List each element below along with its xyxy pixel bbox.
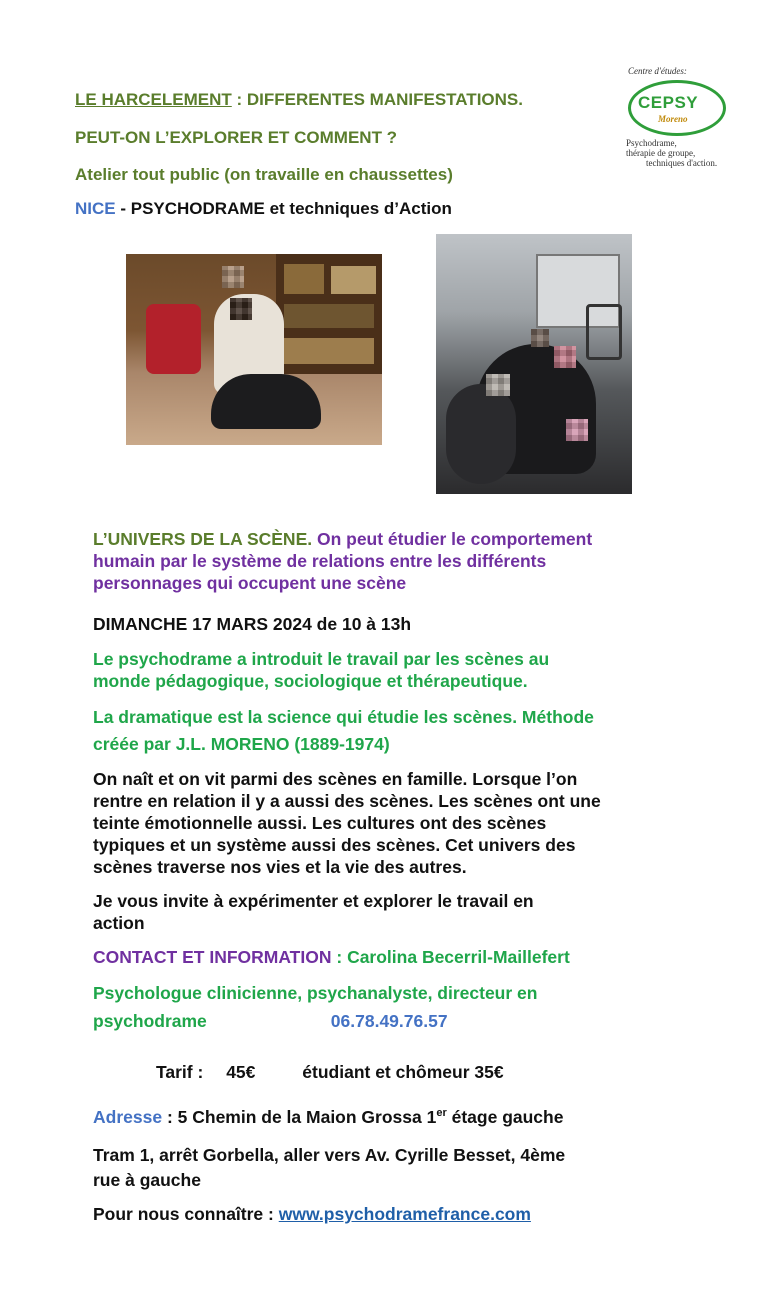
paragraph-psychodrame: Le psychodrame a introduit le travail par les scènes au monde pédagogique, sociologique et thérapeutique.	[93, 649, 550, 691]
website-line: Pour nous connaître : www.psychodramefrance.com	[93, 1204, 531, 1224]
contact-line: CONTACT ET INFORMATION : Carolina Becerril-Maillefert	[93, 947, 570, 967]
city: NICE	[75, 199, 116, 218]
phone-number: 06.78.49.76.57	[330, 1011, 448, 1031]
cepsy-logo	[620, 66, 750, 176]
page-title: LE HARCELEMENT : DIFFERENTES MANIFESTATIONS.	[75, 90, 523, 109]
contact-role: Psychologue clinicienne, psychanalyste, directeur en psychodrame 06.78.49.76.57	[93, 983, 538, 1031]
contact-name: Carolina Becerril-Maillefert	[347, 947, 570, 967]
title-question: PEUT-ON L’EXPLORER ET COMMENT ?	[75, 128, 398, 147]
address-label: Adresse	[93, 1106, 163, 1127]
paragraph-scenes: On naît et on vit parmi des scènes en famille. Lorsque l’on rentre en relation il y a aussi des scènes. Les scènes ont une teinte émotionnelle aussi. Les cultures ont des scènes typiques et un système aussi des scènes. Cet univers des scènes traverse nos vies et la vie des autres.	[93, 769, 601, 877]
invitation: Je vous invite à expérimenter et explorer le travail en action	[93, 891, 534, 933]
workshop-line: Atelier tout public (on travaille en chaussettes)	[75, 165, 453, 184]
logo-sub: Moreno	[658, 114, 688, 124]
pricing-label: Tarif :	[156, 1062, 204, 1082]
paragraph-dramatique: La dramatique est la science qui étudie les scènes. Méthode créée par J.L. MORENO (1889-1974)	[93, 707, 594, 754]
tram-directions: Tram 1, arrêt Gorbella, aller vers Av. Cyrille Besset, 4ème rue à gauche	[93, 1145, 566, 1190]
location-line: NICE - PSYCHODRAME et techniques d’Action	[75, 199, 452, 218]
address-line: Adresse : 5 Chemin de la Maion Grossa 1er étage gauche	[93, 1106, 564, 1127]
workshop-photo-1	[126, 254, 382, 445]
pricing	[156, 1061, 504, 1083]
logo-top-text: Centre d'études:	[628, 66, 687, 76]
workshop-photo-2	[436, 234, 632, 494]
price-full: 45€	[226, 1062, 256, 1082]
logo-description: Psychodrame, thérapie de groupe, techniques d'action.	[626, 138, 718, 168]
intro-heading: L’UNIVERS DE LA SCÈNE.	[93, 529, 313, 549]
website-link[interactable]: www.psychodramefrance.com	[278, 1204, 531, 1224]
intro-paragraph: L’UNIVERS DE LA SCÈNE. On peut étudier le comportement humain par le système de relations entre les différents personnages qui occupent une scène	[93, 529, 593, 593]
price-reduced: étudiant et chômeur 35€	[302, 1062, 504, 1082]
event-date: DIMANCHE 17 MARS 2024 de 10 à 13h	[93, 614, 412, 634]
contact-label: CONTACT ET INFORMATION	[93, 947, 332, 967]
logo-name: CEPSY	[638, 93, 699, 112]
